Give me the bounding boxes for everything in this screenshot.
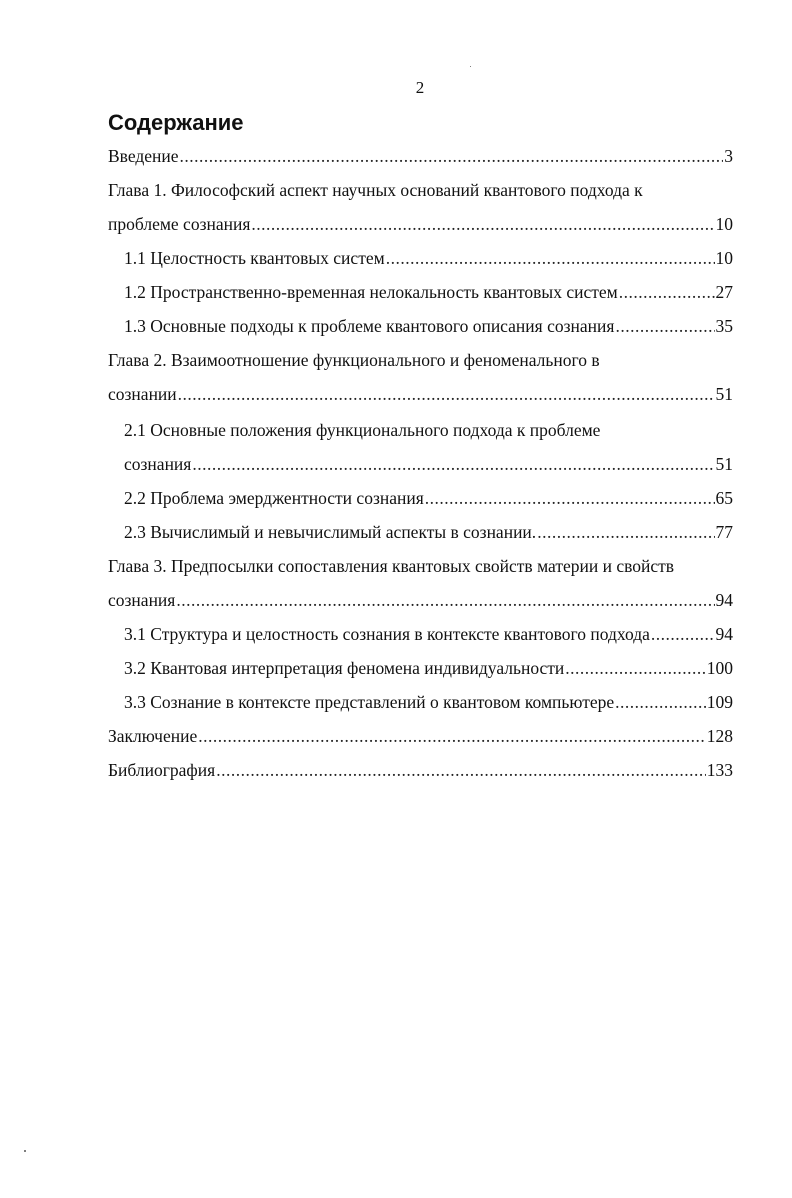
toc-entry-page: 10: [715, 214, 733, 234]
toc-entry-1-2: [124, 282, 733, 308]
toc-entry-text: 1.2 Пространственно-временная нелокальность квантовых систем: [124, 282, 618, 302]
toc-entry-page: 35: [715, 316, 733, 336]
toc-entry-text: сознания: [124, 454, 192, 474]
toc-entry-text: 3.3 Сознание в контексте представлений о квантовом компьютере: [124, 692, 615, 712]
toc-entry-text: Глава 2. Взаимоотношение функционального и феноменального в: [108, 350, 600, 370]
toc-entry-3-3: [124, 692, 733, 718]
toc-entry-chapter-1: [108, 180, 733, 206]
toc-entry-chapter-3: [108, 556, 733, 582]
toc-entry-1-3: [124, 316, 733, 342]
toc-entry-2-1-cont: [124, 454, 733, 480]
toc-entry-page: 51: [715, 384, 733, 404]
scan-speck: [470, 66, 471, 67]
toc-entry-introduction: [108, 146, 733, 172]
toc-entry-text: 1.3 Основные подходы к проблеме квантового описания сознания: [124, 316, 615, 336]
toc-entry-page: 94: [715, 590, 733, 610]
toc-entry-page: 65: [715, 488, 733, 508]
toc-entry-text: 3.1 Структура и целостность сознания в контексте квантового подхода: [124, 624, 650, 644]
toc-entry-text: 2.2 Проблема эмерджентности сознания: [124, 488, 424, 508]
toc-entry-text: 1.1 Целостность квантовых систем: [124, 248, 385, 268]
toc-entry-chapter-2-cont: [108, 384, 733, 410]
toc-entry-page: 133: [706, 760, 733, 780]
toc-entry-2-3: [124, 522, 733, 548]
toc-entry-2-2: [124, 488, 733, 514]
toc-entry-page: 27: [715, 282, 733, 302]
toc-entry-page: 100: [706, 658, 733, 678]
toc-entry-bibliography: [108, 760, 733, 786]
toc-entry-text: 2.3 Вычислимый и невычислимый аспекты в сознании.: [124, 522, 537, 542]
toc-entry-text: 2.1 Основные положения функционального подхода к проблеме: [124, 420, 601, 440]
toc-entry-conclusion: [108, 726, 733, 752]
toc-entry-text: Глава 3. Предпосылки сопоставления квантовых свойств материи и свойств: [108, 556, 675, 576]
toc-entry-chapter-1-cont: [108, 214, 733, 240]
toc-entry-page: 77: [715, 522, 733, 542]
toc-entry-page: 109: [706, 692, 733, 712]
toc-entry-3-1: [124, 624, 733, 650]
toc-entry-page: 10: [715, 248, 733, 268]
toc-entry-page: 128: [706, 726, 733, 746]
toc-entry-page: 51: [715, 454, 733, 474]
toc-entry-chapter-3-cont: [108, 590, 733, 616]
toc-entry-text: сознании: [108, 384, 177, 404]
toc-entry-text: Глава 1. Философский аспект научных оснований квантового подхода к: [108, 180, 643, 200]
page-title: Содержание: [108, 110, 244, 135]
toc-entry-page: 3: [724, 146, 733, 166]
scan-speck: [24, 1150, 26, 1152]
toc-entry-text: Заключение: [108, 726, 198, 746]
toc-entry-text: проблеме сознания: [108, 214, 251, 234]
toc-entry-text: Введение: [108, 146, 179, 166]
toc-entry-text: сознания: [108, 590, 176, 610]
toc-entry-page: 94: [715, 624, 733, 644]
toc-entry-chapter-2: [108, 350, 733, 376]
page-number: 2: [415, 78, 425, 97]
toc-entry-3-2: [124, 658, 733, 684]
toc-entry-text: 3.2 Квантовая интерпретация феномена индивидуальности: [124, 658, 565, 678]
toc-entry-2-1: [124, 420, 733, 446]
toc-entry-1-1: [124, 248, 733, 274]
toc-entry-text: Библиография: [108, 760, 216, 780]
